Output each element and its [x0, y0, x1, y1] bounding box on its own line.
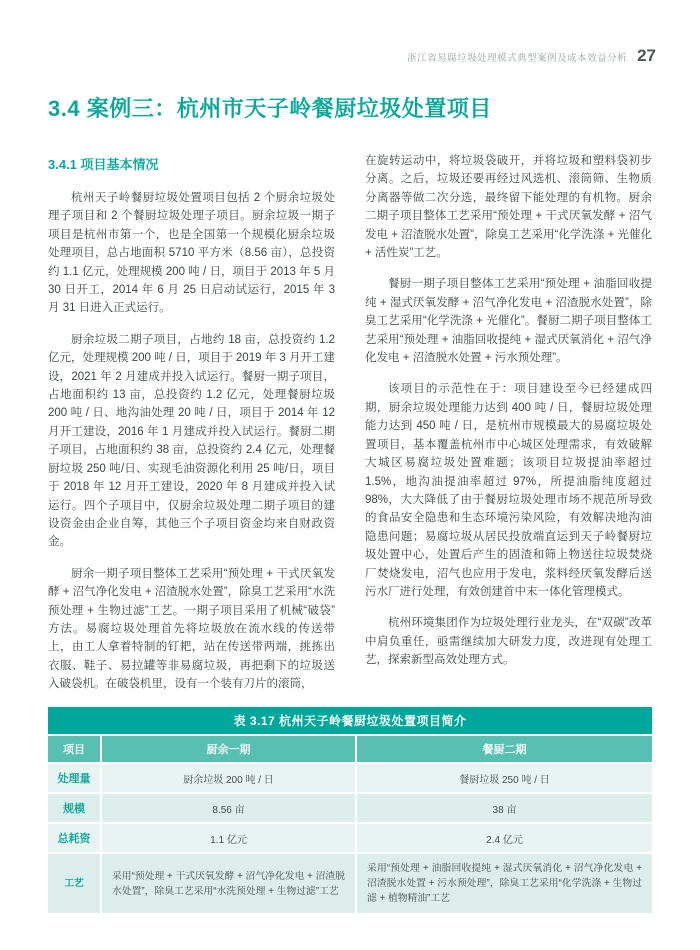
- body-paragraph: 在旋转运动中，将垃圾袋破开，并将垃圾和塑料袋初步分离。之后，垃圾还要再经过风选机、滚筒筛、生物质分离器等做二次分选，最终留下能处理的有机物。厨余二期子项目整体工艺采用“预处理 + 干式厌氧发酵 + 沼气发电 + 沼渣脱水处置”，除臭工艺采用“化学洗涤 + 光催化 + 活性炭”工艺。: [365, 155, 652, 260]
- table-cell: 1.1 亿元: [102, 824, 355, 852]
- page-number: 27: [637, 46, 656, 65]
- table-row: [48, 824, 652, 852]
- body-paragraph: 该项目的示范性在于：项目建设至今已经建成四期，厨余垃圾处理能力达到 400 吨 / 日，餐厨垃圾处理能力达到 450 吨 / 日，是杭州市规模最大的易腐垃圾处置项目，基本覆盖杭州市中心城区处理需求，有效破解大城区易腐垃圾处置难题；该项目垃圾提油率超过 1.5%，地沟油提油率超过 97%，所提油脂纯度超过 98%，大大降低了由于餐厨垃圾处理市场不规范所导致的食品安全隐患和生态环境污染风险，有效解决地沟油隐患问题；易腐垃圾从居民投放端直运到天子岭餐厨垃圾处置中心，处置后产生的固渣和筛上物送往垃圾焚烧厂焚烧发电，沼气也应用于发电，浆料经厌氧发酵后送污水厂进行处理，有效创建首中末一体化管理模式。: [365, 383, 652, 598]
- table-row-label: 工艺: [48, 854, 100, 913]
- table-cell: 厨余垃圾 200 吨 / 日: [102, 764, 355, 792]
- table-row-label: 总耗资: [48, 824, 100, 852]
- table-title: 表 3.17 杭州天子岭餐厨垃圾处置项目简介: [48, 707, 652, 734]
- body-paragraph: 杭州环境集团作为垃圾处理行业龙头，在“双碳”改革中肩负重任，亟需继续加大研发力度，改进现有处理工艺，探索新型高效处理方式。: [365, 617, 652, 667]
- table-cell: 采用“预处理 + 油脂回收提纯 + 湿式厌氧消化 + 沼气净化发电 + 沼渣脱水处置 + 污水预处理”，除臭工艺采用“化学洗涤 + 生物过滤 + 植物精油”工艺: [357, 854, 652, 913]
- body-paragraph: 厨余垃圾二期子项目，占地约 18 亩，总投资约 1.2 亿元，处理规模 200 吨 / 日，项目于 2019 年 3 月开工建设，2021 年 2 月建成并投入试运行。餐厨一期子项目，占地面积约 13 亩，总投资约 1.2 亿元，处理餐厨垃圾 200 吨 / 日、地沟油处理 20 吨 / 日，项目于 2014 年 12 月开工建设，2016 年 1 月建成并投入试运行。餐厨二期子项目，占地面积约 38 亩，总投资约 2.4 亿元，处理餐厨垃圾 250 吨/日、实现毛油资源化利用 25 吨/日，项目于 2018 年 12 月开工建设，2020 年 8 月建成并投入试运行。四个子项目中，仅厨余垃圾处理二期子项目的建设资金由企业自筹，其他三个子项目资金均来自财政资金。: [48, 333, 335, 549]
- table-cell: 餐厨垃圾 250 吨 / 日: [357, 764, 652, 792]
- page-title: 3.4 案例三：杭州市天子岭餐厨垃圾处置项目: [48, 96, 492, 121]
- table-column-header: 项目: [48, 736, 100, 762]
- table-cell: 2.4 亿元: [357, 824, 652, 852]
- table-row-label: 规模: [48, 794, 100, 822]
- table-row-label: 处理量: [48, 764, 100, 792]
- project-summary-table: [48, 707, 652, 913]
- body-paragraph: 厨余一期子项目整体工艺采用“预处理 + 干式厌氧发酵 + 沼气净化发电 + 沼渣脱水处置”，除臭工艺采用“水洗预处理 + 生物过滤”工艺。一期子项目采用了机械“破袋”方法。易腐垃圾处理首先将垃圾放在流水线的传送带上，由工人拿着特制的钉耙，站在传送带两端，挑拣出衣服、鞋子、易拉罐等非易腐垃圾，再把剩下的垃圾送入破袋机。在破袋机里，设有一个装有刀片的滚筒，: [48, 567, 335, 691]
- right-column: [365, 152, 652, 707]
- table-column-header: 餐厨二期: [357, 736, 652, 762]
- table-row: [48, 764, 652, 792]
- body-paragraph: 餐厨一期子项目整体工艺采用“预处理 + 油脂回收提纯 + 湿式厌氧发酵 + 沼气净化发电 + 沼渣脱水处置”，除臭工艺采用“化学洗涤 + 光催化”。餐厨二期子项目整体工艺采用“预处理 + 油脂回收提纯 + 湿式厌氧消化 + 沼气净化发电 + 沼渣脱水处置 + 污水预处理”。: [365, 278, 652, 365]
- table-cell: 38 亩: [357, 794, 652, 822]
- page-header: [407, 46, 656, 66]
- table-cell: 采用“预处理 + 干式厌氧发酵 + 沼气净化发电 + 沼渣脱水处置”，除臭工艺采用“水洗预处理 + 生物过滤”工艺: [102, 854, 355, 913]
- text-columns: [48, 152, 652, 707]
- body-paragraph: 杭州天子岭餐厨垃圾处置项目包括 2 个厨余垃圾处理子项目和 2 个餐厨垃圾处理子项目。厨余垃圾一期子项目是杭州市第一个，也是全国第一个规模化厨余垃圾处理项目，总占地面积 5710 平方米（8.56 亩），总投资约 1.1 亿元，处理规模 200 吨 / 日，项目于 2013 年 5 月 30 日开工，2014 年 6 月 25 日启动试运行，2015 年 3 月 31 日进入正式运行。: [48, 192, 335, 315]
- table-row: [48, 794, 652, 822]
- section-heading: 3.4.1 项目基本情况: [48, 157, 159, 172]
- table-header-row: [48, 736, 652, 762]
- running-title: 浙江省易腐垃圾处理模式典型案例及成本效益分析: [407, 53, 628, 64]
- table-row: [48, 854, 652, 913]
- table-cell: 8.56 亩: [102, 794, 355, 822]
- left-column: [48, 152, 335, 707]
- table-column-header: 厨余一期: [102, 736, 355, 762]
